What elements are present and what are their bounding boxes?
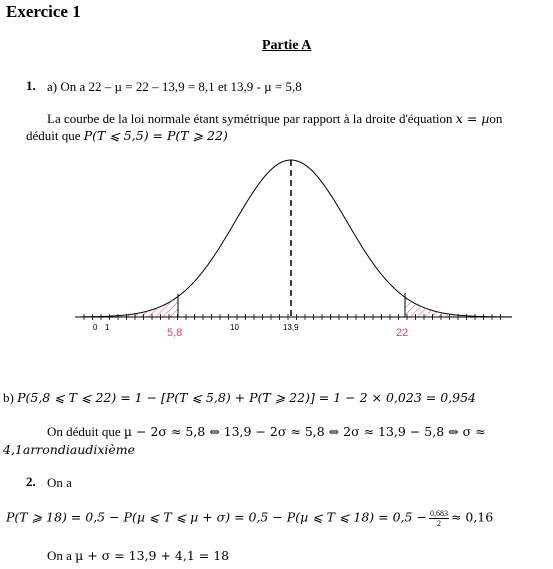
fraction bbox=[429, 509, 449, 528]
deduction-label: On déduit que bbox=[47, 424, 124, 439]
exercise-title: Exercice 1 bbox=[6, 2, 81, 21]
part-b-probability-formula: P(5,8 ⩽ T ⩽ 22) = 1 − [P(T ⩽ 5,8) + P(T ⩾ 22)] = 1 − 2 × 0,023 = 0,954 bbox=[17, 390, 476, 405]
symmetry-sentence-line1 bbox=[47, 111, 502, 127]
bell-curve bbox=[80, 160, 512, 317]
tick-label-13-9: 13,9 bbox=[283, 323, 299, 332]
tick-label-10: 10 bbox=[230, 323, 239, 332]
question-2-label: On a bbox=[47, 475, 72, 490]
symmetry-text: La courbe de la loi normale étant symétrique par rapport à la droite d'équation bbox=[47, 111, 456, 126]
tick-label-1: 1 bbox=[105, 323, 110, 332]
tick-label-0: 0 bbox=[93, 323, 98, 332]
mark-label-22: 22 bbox=[396, 327, 409, 339]
question-1a-text: a) On a 22 – µ = 22 – 13,9 = 8,1 et 13,9 - µ = 5,8 bbox=[47, 79, 302, 94]
final-label: On a bbox=[47, 548, 76, 563]
mu-plus-sigma-equation: µ + σ = 13,9 + 4,1 = 18 bbox=[75, 548, 230, 563]
fraction-numerator: 0,683 bbox=[429, 509, 448, 518]
part-b-prefix: b) bbox=[3, 390, 18, 405]
final-line bbox=[47, 548, 229, 564]
left-tail-hatch bbox=[80, 297, 178, 318]
sigma-rounded-result: 4,1arrondiaudixième bbox=[3, 442, 136, 457]
deduction-line bbox=[47, 424, 486, 440]
normal-distribution-graph bbox=[0, 140, 553, 350]
question-1-number: 1. bbox=[26, 78, 36, 93]
question-2-number: 2. bbox=[26, 474, 36, 489]
part-b-line bbox=[3, 390, 476, 406]
symmetry-text-end: on bbox=[489, 111, 503, 126]
formula-result: ≈ 0,16 bbox=[450, 509, 494, 525]
deduction-text: déduit que bbox=[26, 128, 84, 143]
question-2-formula bbox=[6, 509, 493, 528]
right-tail-hatch bbox=[405, 297, 512, 317]
formula-left-part: P(T ⩾ 18) = 0,5 − P(µ ⩽ T ⩽ µ + σ) = 0,5 − P(µ ⩽ T ⩽ 18) = 0,5 − bbox=[6, 509, 427, 525]
symmetry-equality: P(T ⩽ 5,5) = P(T ⩾ 22) bbox=[83, 128, 228, 143]
sigma-derivation: µ − 2σ ≈ 5,8 ⇔ 13,9 − 2σ ≈ 5,8 ⇔ 2σ ≈ 13,9 − 5,8 ⇔ σ ≈ bbox=[123, 424, 486, 439]
symmetry-axis-equation: x = µ bbox=[455, 111, 490, 126]
mark-label-5-8: 5,8 bbox=[167, 327, 183, 339]
fraction-denominator: 2 bbox=[436, 519, 441, 528]
part-heading: Partie A bbox=[262, 38, 312, 53]
